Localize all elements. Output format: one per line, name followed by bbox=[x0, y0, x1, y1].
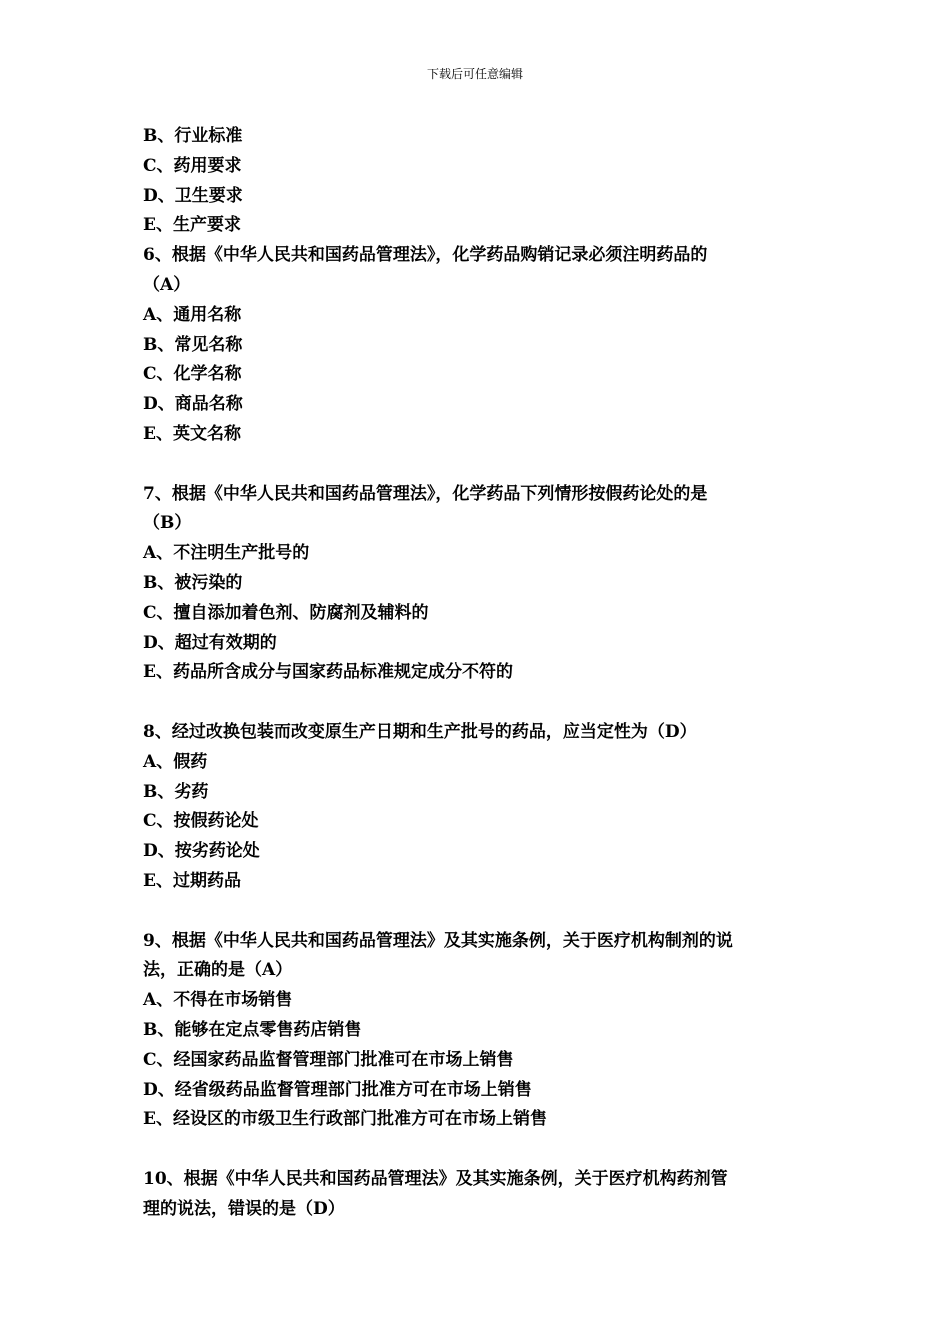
option-a: A、不得在市场销售 bbox=[143, 990, 293, 1011]
option-d: D、商品名称 bbox=[143, 394, 243, 415]
option-a: A、假药 bbox=[143, 751, 208, 772]
option-e: E、药品所含成分与国家药品标准规定成分不符的 bbox=[143, 662, 513, 683]
question-stem-continued: 法，正确的是（A） bbox=[143, 960, 293, 981]
question-stem-continued: （B） bbox=[143, 513, 192, 534]
option-e: E、英文名称 bbox=[143, 423, 241, 444]
option-b: B、常见名称 bbox=[143, 334, 243, 355]
question-stem: 8、经过改换包装而改变原生产日期和生产批号的药品，应当定性为（D） bbox=[143, 721, 697, 742]
option-b: B、劣药 bbox=[143, 781, 209, 802]
option-d: D、超过有效期的 bbox=[143, 632, 277, 653]
question-stem-continued: （A） bbox=[143, 274, 191, 295]
option-a: A、不注明生产批号的 bbox=[143, 543, 310, 564]
question-6 bbox=[143, 241, 823, 450]
option-e: E、过期药品 bbox=[143, 870, 241, 891]
question-5-options bbox=[143, 122, 823, 241]
option-c: C、药用要求 bbox=[143, 155, 242, 176]
question-stem: 9、根据《中华人民共和国药品管理法》及其实施条例，关于医疗机构制剂的说 bbox=[143, 930, 733, 951]
question-stem-continued: 理的说法，错误的是（D） bbox=[143, 1198, 345, 1219]
option-b: B、行业标准 bbox=[143, 126, 243, 146]
blank-line bbox=[143, 688, 823, 718]
option-c: C、化学名称 bbox=[143, 364, 242, 385]
question-10 bbox=[143, 1165, 823, 1225]
option-a: A、通用名称 bbox=[143, 304, 242, 325]
option-e: E、经设区的市级卫生行政部门批准方可在市场上销售 bbox=[143, 1109, 547, 1130]
question-9 bbox=[143, 927, 823, 1136]
blank-line bbox=[143, 897, 823, 927]
question-stem: 6、根据《中华人民共和国药品管理法》，化学药品购销记录必须注明药品的 bbox=[143, 245, 708, 266]
option-d: D、卫生要求 bbox=[143, 185, 243, 206]
option-b: B、能够在定点零售药店销售 bbox=[143, 1019, 362, 1040]
blank-line bbox=[143, 1135, 823, 1165]
question-7 bbox=[143, 480, 823, 689]
option-c: C、擅自添加着色剂、防腐剂及辅料的 bbox=[143, 602, 429, 623]
option-d: D、经省级药品监督管理部门批准方可在市场上销售 bbox=[143, 1079, 532, 1100]
question-stem: 7、根据《中华人民共和国药品管理法》，化学药品下列情形按假药论处的是 bbox=[143, 483, 708, 504]
question-8 bbox=[143, 718, 823, 897]
option-c: C、经国家药品监督管理部门批准可在市场上销售 bbox=[143, 1049, 514, 1070]
blank-line bbox=[143, 450, 823, 480]
option-d: D、按劣药论处 bbox=[143, 841, 260, 862]
document-body bbox=[143, 122, 823, 1224]
question-stem: 10、根据《中华人民共和国药品管理法》及其实施条例，关于医疗机构药剂管 bbox=[143, 1168, 728, 1189]
option-e: E、生产要求 bbox=[143, 215, 241, 236]
option-c: C、按假药论处 bbox=[143, 811, 259, 832]
option-b: B、被污染的 bbox=[143, 572, 243, 593]
page-header: 下载后可任意编辑 bbox=[426, 67, 523, 81]
